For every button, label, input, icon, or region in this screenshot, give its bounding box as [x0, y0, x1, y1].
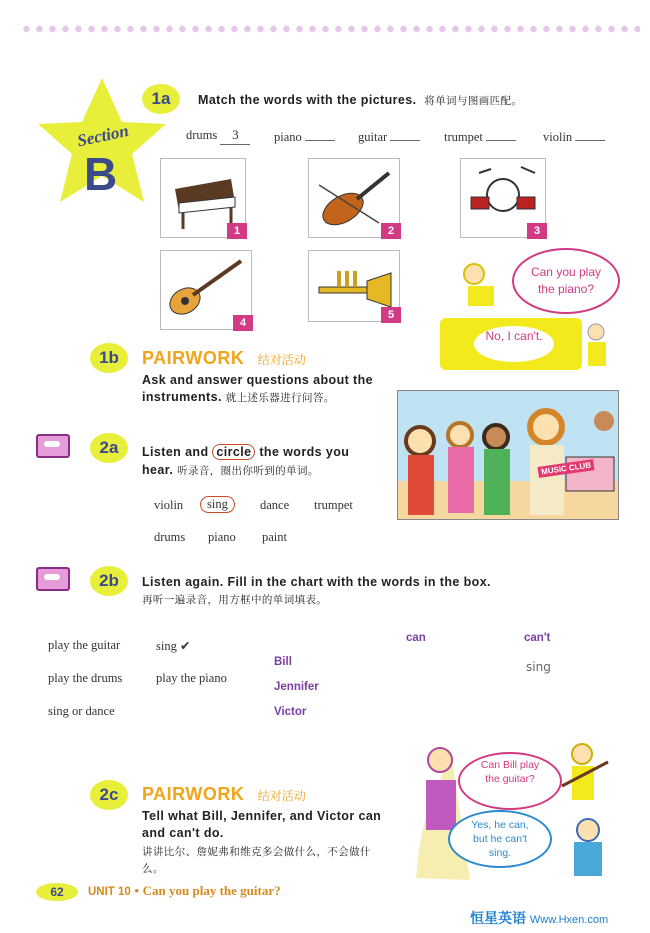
- word-bank-1a: [186, 128, 626, 148]
- word-guitar: guitar: [358, 128, 420, 145]
- exercise-tag-2a: 2a: [90, 433, 128, 463]
- instruction-1b: [142, 372, 382, 407]
- instruction-1a-text: Match the words with the pictures.: [198, 93, 417, 107]
- instruction-2b-cn: 再听一遍录音，用方框中的单词填表。: [142, 594, 328, 606]
- speech-bubble-question: [512, 248, 620, 314]
- speech-bubble-answer-2c: [448, 810, 552, 868]
- section-letter: B: [84, 148, 118, 200]
- pairwork-heading-2c: [142, 784, 306, 805]
- word-option[interactable]: dance: [260, 498, 290, 512]
- box-item: sing ✔: [156, 639, 191, 653]
- cassette-icon[interactable]: [36, 434, 70, 458]
- word-option[interactable]: violin: [154, 498, 184, 512]
- circle-word: circle: [212, 444, 255, 460]
- instruction-2b-text: Listen again. Fill in the chart with the words in the box.: [142, 575, 491, 589]
- pairwork-title: PAIRWORK: [142, 784, 245, 804]
- pairwork-title-cn: 结对活动: [257, 789, 306, 803]
- boy-figure-icon: [582, 320, 612, 370]
- bubble-answer-2c-text: Yes, he can, but he can't sing.: [471, 819, 529, 859]
- exercise-tag-1a: 1a: [142, 84, 180, 114]
- watermark-cn: 恒星英语: [470, 910, 526, 926]
- footer-unit-title: Can you play the guitar?: [142, 883, 281, 898]
- top-dot-border: [20, 24, 640, 34]
- answer-blank[interactable]: [390, 128, 420, 141]
- picture-4: [160, 250, 252, 330]
- word-option[interactable]: piano: [208, 530, 236, 544]
- answer-blank[interactable]: [486, 128, 516, 141]
- box-item: play the piano: [156, 671, 227, 685]
- chart-cell-cant[interactable]: sing: [526, 660, 551, 674]
- instruction-2a: [142, 443, 382, 480]
- answer-blank[interactable]: [575, 128, 605, 141]
- exercise-tag-2c: 2c: [90, 780, 128, 810]
- box-item: play the guitar: [48, 638, 121, 652]
- kids-group-icon: [398, 391, 618, 519]
- chart-header-can: can: [406, 632, 426, 644]
- footer-unit: UNIT 10: [88, 886, 131, 898]
- word-option[interactable]: paint: [262, 530, 287, 544]
- picture-3: [460, 158, 546, 238]
- word-drums: drums 3: [186, 128, 250, 145]
- exercise-tag-1b: 1b: [90, 343, 128, 373]
- girl-at-piano-icon: [450, 256, 510, 316]
- instruction-1a-cn: 将单词与图画匹配。: [424, 95, 523, 107]
- instruction-1b-text: Ask and answer questions about the instruments.: [142, 373, 374, 404]
- instruction-1a: [198, 93, 522, 108]
- picture-number: 4: [233, 315, 253, 331]
- page-number: 62: [36, 883, 78, 901]
- pairwork-title-cn: 结对活动: [257, 353, 306, 367]
- chart-row-name: Jennifer: [274, 681, 319, 693]
- cassette-icon[interactable]: [36, 567, 70, 591]
- word-violin: violin: [543, 128, 605, 145]
- speech-bubble-question-2c: [458, 752, 562, 810]
- bubble-question-text: Can you play the piano?: [530, 265, 602, 296]
- picture-number: 5: [381, 307, 401, 323]
- picture-2: [308, 158, 400, 238]
- exercise-tag-2b: 2b: [90, 566, 128, 596]
- chart-row-name: Victor: [274, 706, 307, 718]
- music-club-sign: MUSIC CLUB: [538, 459, 595, 478]
- chart-2b: [270, 626, 620, 722]
- bubble-answer-text: No, I can't.: [485, 329, 543, 343]
- answer-blank[interactable]: [305, 128, 335, 141]
- chart-row-name: Bill: [274, 656, 292, 668]
- instruction-2c-text: Tell what Bill, Jennifer, and Victor can and can't do.: [142, 809, 382, 840]
- instruction-2a-cn: 听录音，圈出你听到的单词。: [177, 465, 319, 477]
- picture-5: [308, 250, 400, 322]
- instruction-2a-part1: Listen and: [142, 445, 209, 459]
- pairwork-heading-1b: [142, 348, 306, 369]
- picture-1: [160, 158, 246, 238]
- watermark-url: Www.Hxen.com: [529, 914, 609, 926]
- section-label: Section: [75, 120, 131, 151]
- instruction-2b: [142, 575, 612, 607]
- word-option[interactable]: trumpet: [314, 498, 353, 512]
- pairwork-title: PAIRWORK: [142, 348, 245, 368]
- picture-number: 1: [227, 223, 247, 239]
- word-option-circled[interactable]: sing: [200, 496, 235, 513]
- footer-title: [88, 883, 281, 899]
- word-box-2b: [44, 636, 244, 722]
- box-item: play the drums: [48, 671, 123, 685]
- word-piano: piano: [274, 128, 335, 145]
- footer-bullet: •: [134, 883, 140, 898]
- picture-number: 2: [381, 223, 401, 239]
- bubble-question-2c-text: Can Bill play the guitar?: [480, 759, 540, 785]
- instruction-2a-part2: the words you hear.: [142, 445, 350, 477]
- speech-bubble-answer: [440, 318, 582, 370]
- word-option[interactable]: drums: [154, 530, 186, 544]
- music-club-illustration: [397, 390, 619, 520]
- instruction-1b-cn: 就上述乐器进行问答。: [225, 392, 335, 404]
- instruction-2c: [142, 808, 382, 878]
- watermark: [470, 908, 608, 928]
- chart-header-cant: can't: [524, 632, 551, 644]
- picture-number: 3: [527, 223, 547, 239]
- answer-blank[interactable]: 3: [220, 132, 250, 145]
- box-item: sing or dance: [48, 704, 115, 718]
- word-trumpet: trumpet: [444, 128, 516, 145]
- instruction-2c-cn: 讲讲比尔、詹妮弗和维克多会做什么，不会做什么。: [142, 846, 371, 875]
